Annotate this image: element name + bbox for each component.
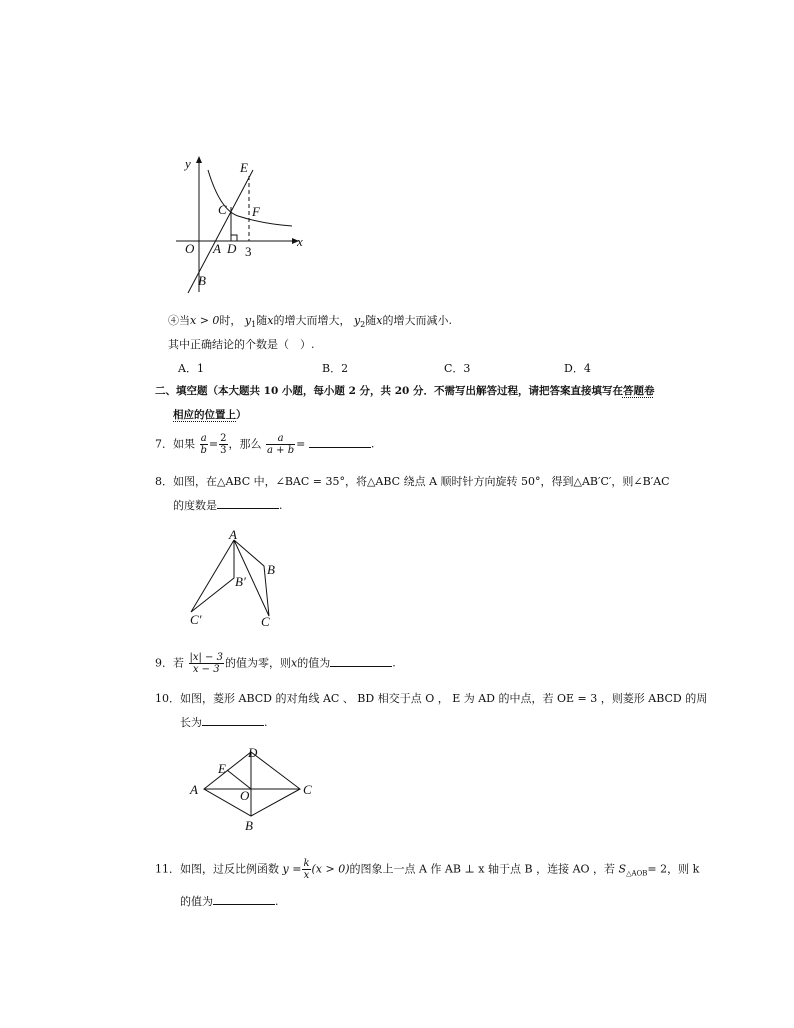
fig8-label-a: A bbox=[229, 528, 237, 542]
q7-frac-num: a bbox=[200, 433, 207, 444]
question-10-line1 bbox=[155, 690, 707, 706]
question-7: 7．如果 $\frac{a}{b}$ = $\frac{2}{3}$ ，那么 $\frac{a}{a + b}$ = . bbox=[155, 433, 375, 456]
q7-frac2-den: 3 bbox=[220, 445, 227, 456]
q7-pre: 如果 bbox=[173, 437, 195, 451]
q10-line1: 如图，菱形 ABCD 的对角线 AC 、 BD 相交于点 O ， E 为 AD 的中点，若 OE = 3 ，则菱形 ABCD 的周 bbox=[180, 692, 708, 705]
question-8-line2 bbox=[173, 497, 283, 513]
q6-stmt4-sub2: 2 bbox=[360, 320, 366, 330]
label-x: x bbox=[297, 234, 303, 249]
triangle-ab-c-prime bbox=[191, 540, 234, 612]
q11-end: ，则 k bbox=[667, 862, 700, 876]
q11-line2-end: . bbox=[275, 895, 279, 908]
q6-stmt4-mid2: 随 bbox=[256, 314, 268, 327]
section2-heading-line1 bbox=[155, 383, 654, 398]
q8-number: 8． bbox=[155, 475, 173, 488]
q8-line2-end: . bbox=[279, 499, 283, 512]
q7-frac3-den: a + b bbox=[267, 445, 295, 456]
q9-frac-num: |x| − 3 bbox=[189, 652, 223, 663]
fig10-label-c: C bbox=[303, 782, 312, 797]
q11-line2-pre: 的值为 bbox=[180, 895, 213, 908]
q11-fraction bbox=[302, 858, 310, 881]
fig8-label-b: B bbox=[267, 562, 275, 577]
question-9 bbox=[155, 652, 396, 675]
q7-frac3-num: a bbox=[266, 433, 295, 445]
q6-prompt: 其中正确结论的个数是（ ）. bbox=[168, 338, 315, 351]
label-e: E bbox=[240, 160, 248, 175]
q6-stmt4-y2: y bbox=[353, 314, 361, 327]
question-8-line1 bbox=[155, 473, 670, 489]
label-a: A bbox=[213, 241, 221, 256]
q11-y-eq: y = bbox=[282, 862, 302, 876]
q6-option-b[interactable]: B．2 bbox=[322, 362, 349, 375]
label-f: F bbox=[252, 204, 260, 219]
q6-stmt4-x2: x bbox=[376, 314, 383, 327]
function-graph-figure bbox=[168, 150, 313, 298]
q9-pre: 若 bbox=[173, 656, 184, 670]
q6-option-c[interactable]: C．3 bbox=[444, 362, 471, 375]
q6-stmt4-x1: x bbox=[267, 314, 274, 327]
q11-frac-den: x bbox=[303, 870, 310, 881]
q7-fraction-result bbox=[266, 433, 295, 456]
q11-s: S bbox=[618, 862, 627, 876]
q7-answer-blank[interactable] bbox=[309, 437, 371, 448]
hyperbola-curve bbox=[208, 170, 292, 226]
q11-answer-blank[interactable] bbox=[213, 894, 275, 905]
q7-fraction-2-3 bbox=[219, 433, 227, 456]
segment-oe bbox=[227, 770, 251, 789]
fig10-label-d: D bbox=[248, 745, 258, 760]
q11-number: 11． bbox=[155, 862, 180, 876]
y-axis-arrow bbox=[196, 156, 202, 163]
q8-line2-pre: 的度数是 bbox=[173, 499, 217, 512]
q7-mid: ，那么 bbox=[228, 437, 262, 451]
q6-stmt4-mid1: 时， bbox=[219, 314, 242, 327]
q9-end: . bbox=[392, 656, 396, 670]
label-3: 3 bbox=[245, 244, 252, 259]
q7-number: 7． bbox=[155, 437, 173, 451]
q6-stmt4-sub1: 1 bbox=[251, 320, 257, 330]
q9-answer-blank[interactable] bbox=[330, 656, 392, 667]
q11-cond: (x > 0) bbox=[311, 862, 350, 876]
q7-frac-den: b bbox=[200, 445, 207, 456]
q6-stmt4-end: 的增大而减小. bbox=[382, 314, 452, 327]
q9-x: x bbox=[290, 656, 298, 670]
fig10-label-b: B bbox=[245, 818, 253, 833]
question-11-line2 bbox=[180, 893, 279, 909]
fig8-label-c-prime: C′ bbox=[190, 612, 202, 627]
q6-stmt4-cond: x > 0 bbox=[190, 314, 220, 327]
section2-heading-line2-end: ） bbox=[236, 409, 247, 421]
fig8-label-b-prime: B′ bbox=[235, 574, 246, 589]
q7-end: . bbox=[370, 437, 375, 451]
rotation-triangle-figure bbox=[182, 528, 292, 630]
label-y: y bbox=[185, 156, 191, 171]
question-11-line1 bbox=[155, 858, 699, 881]
q9-mid: 的值为零，则 bbox=[224, 656, 291, 670]
q11-s-sub: △AOB bbox=[626, 869, 648, 878]
label-c: C bbox=[218, 202, 227, 217]
q6-stmt4-y1: y bbox=[244, 314, 252, 327]
rhombus-figure bbox=[186, 745, 316, 835]
q6-option-a[interactable]: A．1 bbox=[178, 362, 204, 375]
q9-frac-den: x − 3 bbox=[192, 664, 220, 675]
fig8-label-c: C bbox=[261, 614, 270, 629]
q10-line2-pre: 长为 bbox=[180, 716, 202, 729]
q10-number: 10． bbox=[155, 692, 180, 705]
fig10-label-o: O bbox=[240, 788, 250, 803]
q6-stmt4-mid3: 的增大而增大， bbox=[273, 314, 351, 327]
q9-number: 9． bbox=[155, 656, 173, 670]
q10-answer-blank[interactable] bbox=[202, 715, 264, 726]
question-10-line2 bbox=[180, 714, 268, 730]
q11-s-val: = 2 bbox=[647, 862, 668, 876]
fig10-label-e: E bbox=[218, 761, 226, 776]
label-o: O bbox=[185, 241, 195, 256]
q6-option-d[interactable]: D．4 bbox=[564, 362, 591, 375]
label-b: B bbox=[198, 273, 206, 288]
q8-answer-blank[interactable] bbox=[217, 498, 279, 509]
section2-heading-line2 bbox=[173, 407, 247, 422]
q7-eq: = bbox=[296, 437, 306, 451]
label-d: D bbox=[227, 241, 237, 256]
q9-end-pre: 的值为 bbox=[297, 656, 331, 670]
q8-line1: 如图，在△ABC 中，∠BAC = 35°，将△ABC 绕点 A 顺时针方向旋转 50°，得到△AB′C′，则∠B′AC bbox=[173, 475, 670, 488]
fig10-label-a: A bbox=[190, 782, 198, 797]
section2-heading-text: 二、填空题（本大题共 10 小题，每小题 2 分，共 20 分．不需写出解答过程，请把答案直接填写在 bbox=[155, 385, 623, 397]
q11-mid: 的图象上一点 A 作 AB ⊥ x 轴于点 B ，连接 AO ，若 bbox=[349, 862, 616, 876]
q7-fraction-a-b bbox=[200, 433, 208, 456]
q7-frac2-num: 2 bbox=[220, 433, 227, 444]
q6-stmt4-mid4: 随 bbox=[365, 314, 377, 327]
q11-frac-num: k bbox=[303, 858, 310, 869]
q9-fraction bbox=[189, 652, 224, 675]
q10-line2-end: . bbox=[264, 716, 268, 729]
section2-heading-dotted: 答题卷 bbox=[622, 385, 655, 397]
q6-statement-4 bbox=[168, 312, 452, 329]
q11-pre: 如图，过反比例函数 bbox=[180, 862, 279, 876]
q6-stmt4-pre: ④当 bbox=[168, 314, 190, 327]
section2-heading-line2-dotted: 相应的位置上 bbox=[173, 409, 236, 421]
